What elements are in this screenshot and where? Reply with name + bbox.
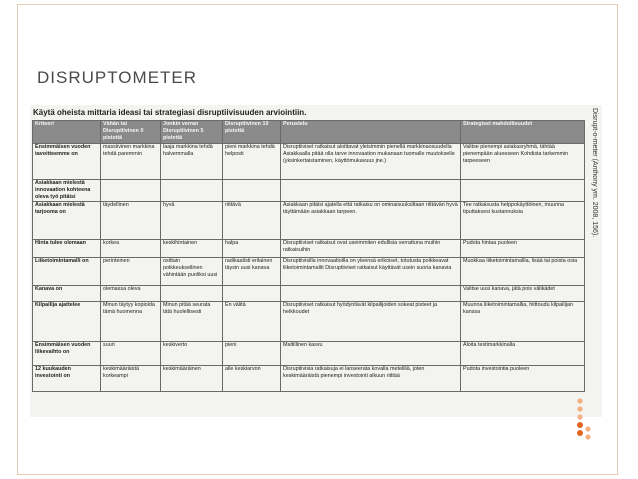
table-cell: Pudota investointia puoleen [461,366,585,392]
column-header: Kriteeri [33,121,101,144]
table-row [33,366,585,392]
table-cell: Disruptiivisia ratkaisuja ei lanseerata kovalla meteliliä, joten keskimääräistä pienempi investointi alkuun riittää [281,366,461,392]
ornament-dot [585,434,590,439]
table-row [33,144,585,180]
column-header: Strategiset mahdollisuudet [461,121,585,144]
table-cell: perinteinen [101,258,161,286]
disruptometer-table [32,120,585,392]
table-cell: Disruptiiviset ratkaisut hyödyntävät kilpailijoiden sokeat pisteet ja heikkoudet [281,302,461,342]
table-cell: Disruptiivisilla innovaatioilla on yleensä erikoiset, totutusta poikkeavat liiketoimintamallit Disruptiiviset ratkaisut käyttävät usein suoria kanavia [281,258,461,286]
table-cell: Hinta tulee olemaan [33,240,101,258]
table-cell: Disruptiiviset ratkaisut aloittavat yleisimmin pienellä markkinaosuudella Asiakkaalla pitää olla tarve innovaation mukanaan tuomalle muutokselle (yksinkertaistaminen, käyttömukavuus jne.) [281,144,461,180]
ornament-dot [577,422,583,428]
decorative-dots-ornament [568,395,608,445]
table-cell: Ensimmäisen vuoden liikevaihto on [33,342,101,366]
table-cell: Asiakkaan mielestä innovaation kohteena oleva työ pitäisi [33,180,101,202]
table-cell: täydellinen [101,202,161,240]
table-cell: suuri [101,342,161,366]
table-cell: keskiverto [161,342,223,366]
table-cell: 12 kuukauden investointi on [33,366,101,392]
table-cell: keskimääräistä korkeampi [101,366,161,392]
column-header: Vähän tai Disruptiivinen 0 pistettä [101,121,161,144]
table-cell: Ensimmäisen vuoden tavoitteemme on [33,144,101,180]
table-cell: riittävä [223,202,281,240]
table-row [33,286,585,302]
table-cell: hyvä [161,202,223,240]
column-header: Disruptiivinen 10 pistettä [223,121,281,144]
ornament-dot [577,414,582,419]
table-row [33,342,585,366]
table-cell: Aloita testimarkkinalla [461,342,585,366]
table-row [33,302,585,342]
table-cell [223,180,281,202]
table-cell: laaja markkina tehdä halvemmalla [161,144,223,180]
table-row [33,240,585,258]
table-cell: Asiakkaan pitäisi ajatella että ratkaisu on ominaisuuksiltaan riittävän hyvä täyttämään asiakkaan tarpeen. [281,202,461,240]
side-citation [588,108,600,268]
table-cell: Minun täytyy kopioida tämä huomenna [101,302,161,342]
table-cell: Valitse uusi kanava, jätä pois välikädet [461,286,585,302]
table-cell: massiivinen markkina tehdä paremmin [101,144,161,180]
table-cell: Disruptiiviset ratkaisut ovat useimmiten edullisia verrattuna muihin ratkaisuihin [281,240,461,258]
table-cell: Liiketoimintamalli on [33,258,101,286]
table-row [33,258,585,286]
table-cell [281,286,461,302]
table-cell: olemassa oleva [101,286,161,302]
table-cell [101,180,161,202]
table-cell: osittain poikkeuksellinen vähintään puoliksi uusi [161,258,223,286]
table-cell [161,180,223,202]
table-cell: keskihintainen [161,240,223,258]
table-cell: korkea [101,240,161,258]
table-cell: alle keskiarvon [223,366,281,392]
table-cell: Kilpailija ajattelee [33,302,101,342]
ornament-dot [585,426,590,431]
table-cell [223,286,281,302]
table-cell: radikaalisti erilainen täysin uusi kanava [223,258,281,286]
table-row [33,180,585,202]
table-header-row [33,121,585,144]
slide-title: DISRUPTOMETER [37,68,198,87]
table-cell [161,286,223,302]
table-cell: Maltillinen kasvu [281,342,461,366]
table-cell: Minun pitää seurata tätä huolellisesti [161,302,223,342]
table-cell: Kanava on [33,286,101,302]
table-cell: Pudota hintaa puoleen [461,240,585,258]
column-header: Jonkin verran Disruptiivinen 5 pistettä [161,121,223,144]
scanned-table-image [30,105,602,417]
table-cell: pieni [223,342,281,366]
table-cell: keskimääräinen [161,366,223,392]
table-cell: Valitse pienempi asiakasryhmä, tähtää pienempään alueeseen Kohdista tarkemmin tarpeeseen [461,144,585,180]
column-header: Perustelu [281,121,461,144]
table-row [33,202,585,240]
table-cell: Asiakkaan mielestä tarjooma on [33,202,101,240]
table-cell: Muokkaa liiketoimintamallia, lisää tai poista osia [461,258,585,286]
table-cell [461,180,585,202]
table-cell [281,180,461,202]
ornament-dot [577,430,583,436]
scan-heading: Käytä oheista mittaria ideasi tai strategiasi disruptiivisuuden arviointiin. [33,108,307,117]
side-citation-text: Disrupt-o-meter (Anthony ym. 2008, 156). [591,108,598,238]
table-cell: Muunna liiketoimintamallia, hiittoudu kilpailijan kanssa [461,302,585,342]
table-cell: En välitä [223,302,281,342]
table-cell: Tee ratkaisusta helppokäyttöinen, muunna tiputtaksesi kustannuksia [461,202,585,240]
table-cell: pieni markkina tehdä helposti [223,144,281,180]
table-cell: halpa [223,240,281,258]
ornament-dot [577,406,582,411]
ornament-dot [577,398,582,403]
